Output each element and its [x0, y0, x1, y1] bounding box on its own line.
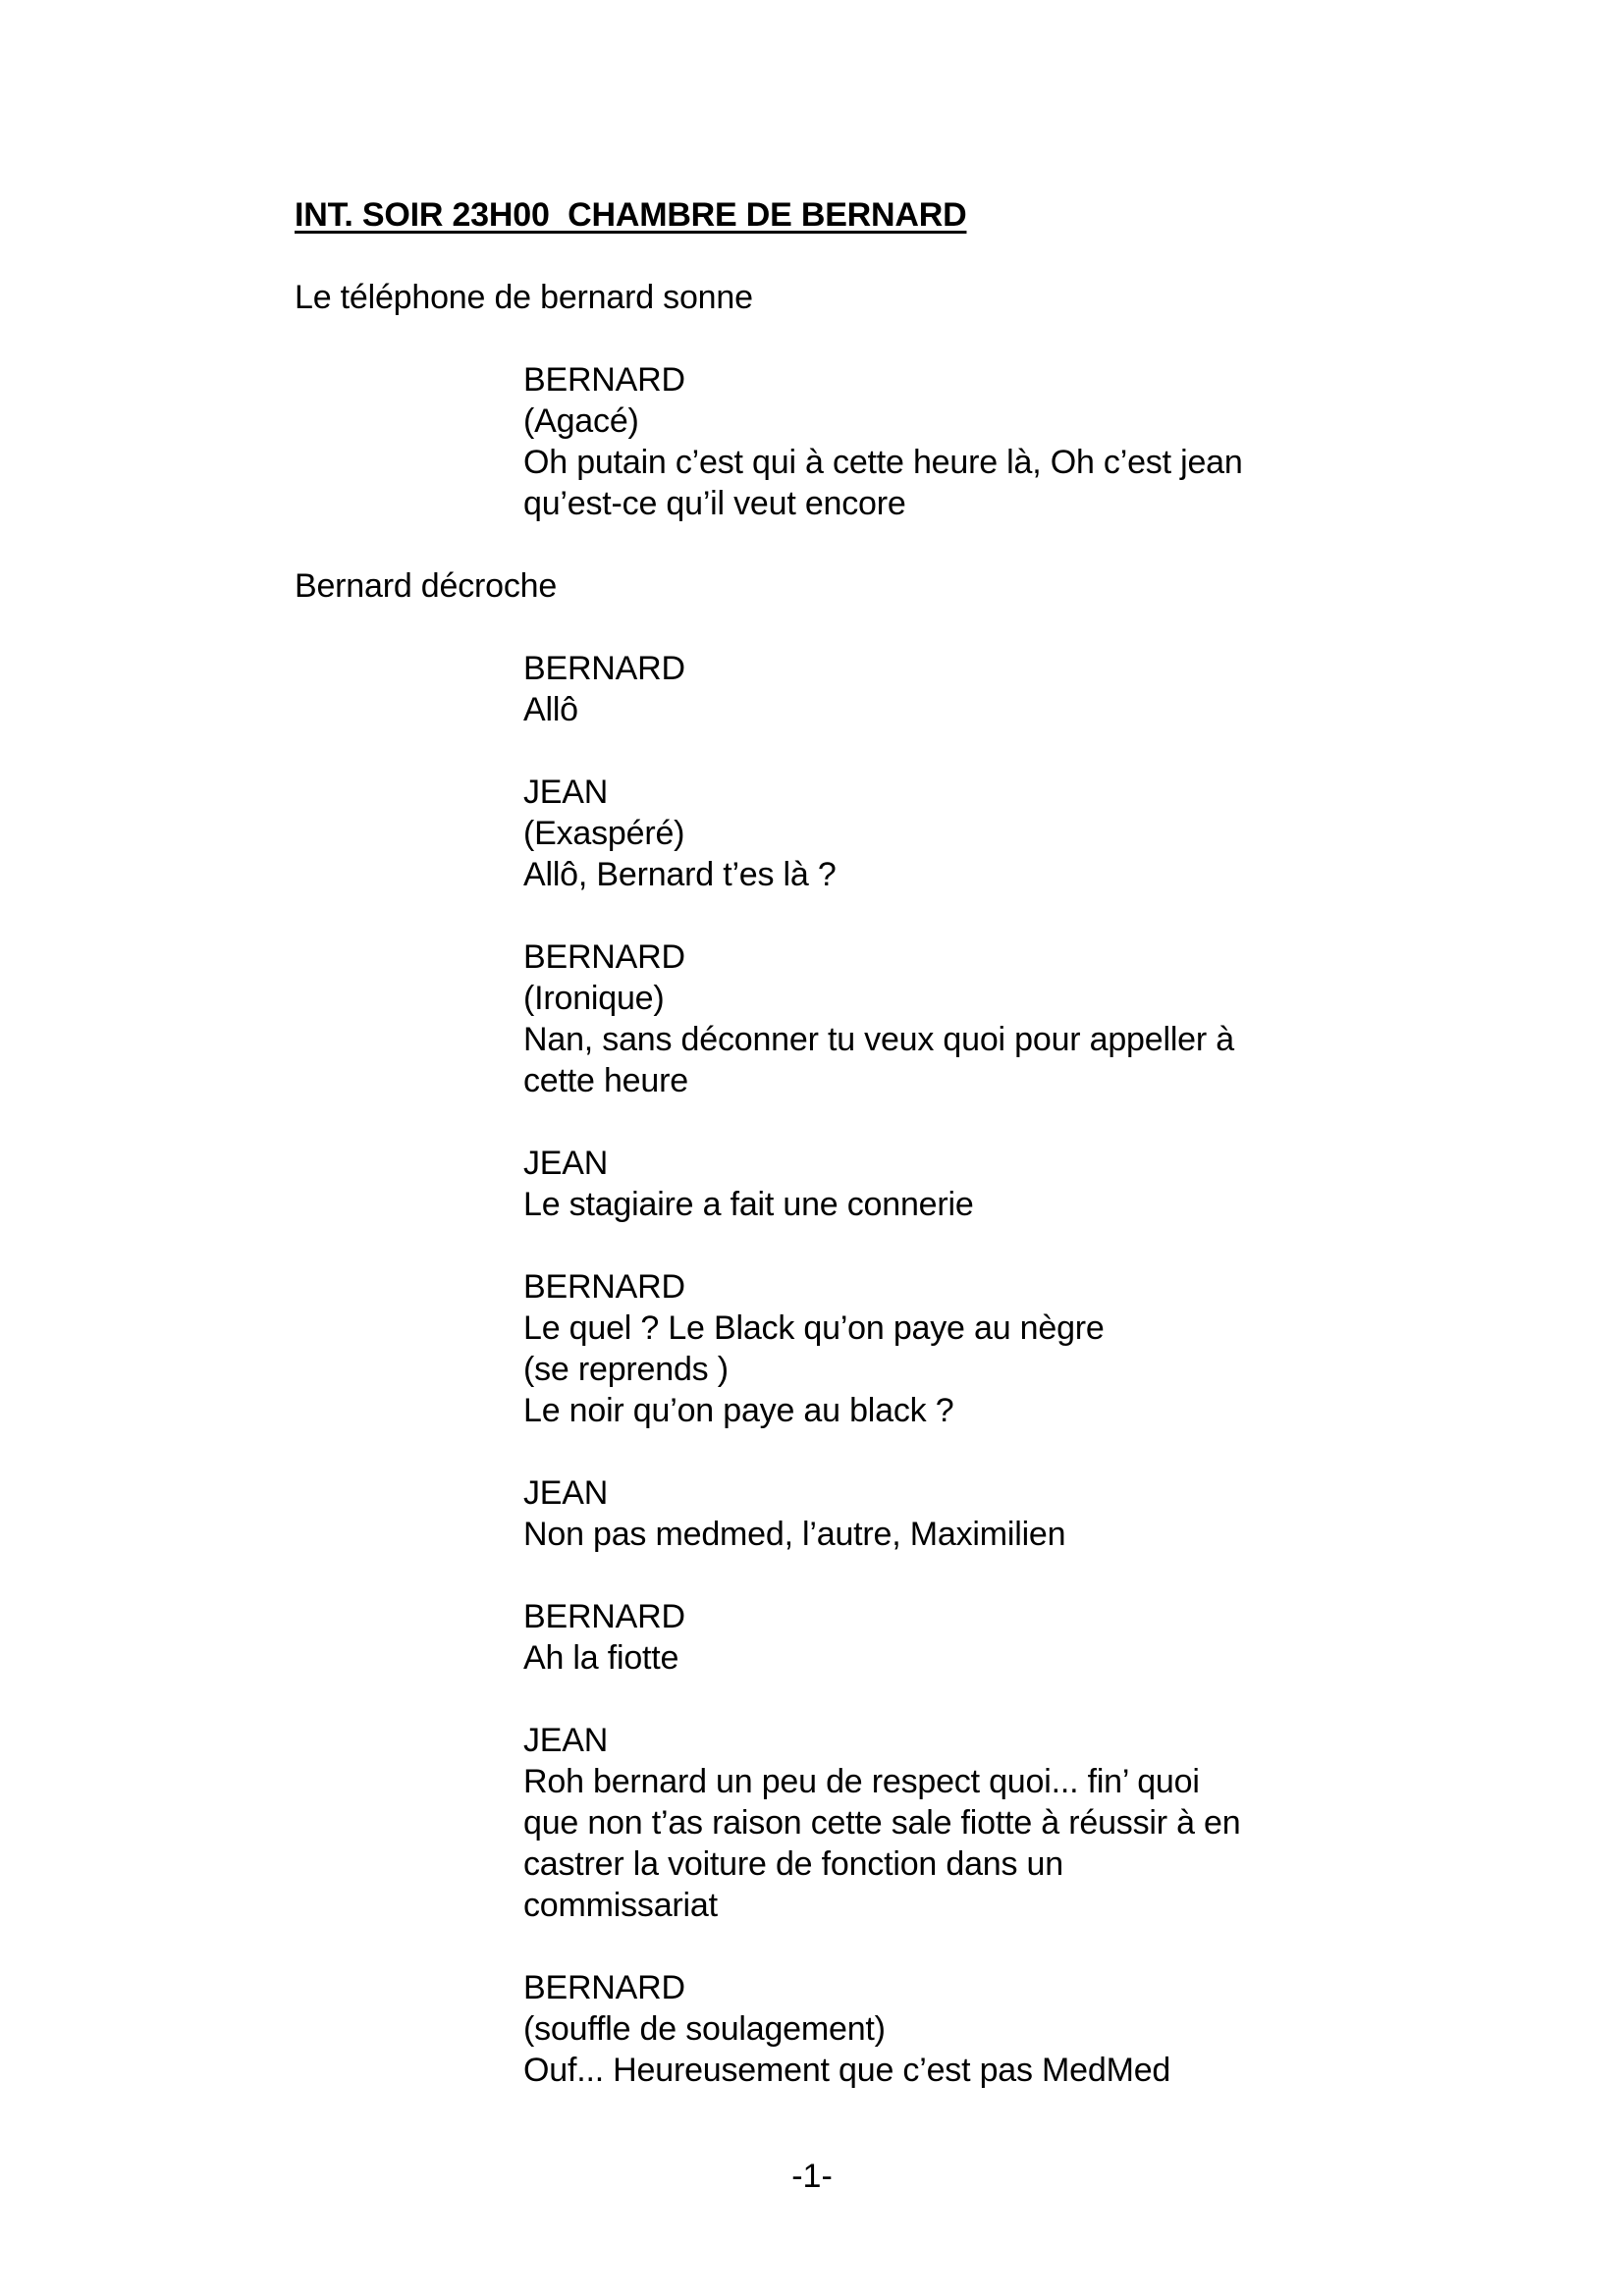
parenthetical-line: (se reprends ) — [523, 1351, 729, 1388]
dialogue-block — [523, 772, 1506, 895]
character-cue: BERNARD — [523, 650, 685, 687]
action-block — [295, 565, 1506, 607]
dialogue-block — [523, 359, 1506, 524]
parenthetical-line: (Ironique) — [523, 980, 665, 1017]
action-line: Bernard décroche — [295, 567, 558, 605]
parenthetical-line: (Agacé) — [523, 402, 639, 440]
scene-heading: INT. SOIR 23H00 CHAMBRE DE BERNARD — [295, 196, 967, 234]
dialogue-block — [523, 1472, 1506, 1555]
dialogue-line: commissariat — [523, 1887, 718, 1924]
action-line: Le téléphone de bernard sonne — [295, 279, 753, 316]
dialogue-block — [523, 1720, 1506, 1926]
character-cue: BERNARD — [523, 361, 685, 399]
dialogue-block — [523, 1967, 1506, 2091]
page-number: -1- — [791, 2158, 833, 2195]
character-cue: BERNARD — [523, 1268, 685, 1306]
character-cue: BERNARD — [523, 938, 685, 976]
character-cue: BERNARD — [523, 1598, 685, 1635]
dialogue-line: Non pas medmed, l’autre, Maximilien — [523, 1516, 1066, 1553]
dialogue-block — [523, 936, 1506, 1101]
parenthetical-line: (Exaspéré) — [523, 815, 685, 852]
dialogue-line: Le noir qu’on paye au black ? — [523, 1392, 954, 1429]
dialogue-block — [523, 648, 1506, 730]
dialogue-line: Le stagiaire a fait une connerie — [523, 1186, 974, 1223]
dialogue-line: qu’est-ce qu’il veut encore — [523, 485, 906, 522]
dialogue-line: Le quel ? Le Black qu’on paye au nègre — [523, 1309, 1105, 1347]
dialogue-line: castrer la voiture de fonction dans un — [523, 1845, 1063, 1883]
dialogue-line: Ah la fiotte — [523, 1639, 679, 1677]
character-cue: BERNARD — [523, 1969, 685, 2006]
parenthetical-line: (souffle de soulagement) — [523, 2010, 886, 2048]
dialogue-block — [523, 1596, 1506, 1679]
dialogue-line: que non t’as raison cette sale fiotte à réussir à en — [523, 1804, 1241, 1842]
action-block — [295, 277, 1506, 318]
dialogue-block — [523, 1266, 1506, 1431]
dialogue-line: cette heure — [523, 1062, 688, 1099]
dialogue-line: Roh bernard un peu de respect quoi... fin’ quoi — [523, 1763, 1200, 1800]
character-cue: JEAN — [523, 1474, 609, 1512]
character-cue: JEAN — [523, 1722, 609, 1759]
dialogue-line: Allô, Bernard t’es là ? — [523, 856, 837, 893]
dialogue-line: Ouf... Heureusement que c’est pas MedMed — [523, 2052, 1171, 2089]
character-cue: JEAN — [523, 774, 609, 811]
script-body — [295, 277, 1506, 2091]
character-cue: JEAN — [523, 1145, 609, 1182]
dialogue-line: Oh putain c’est qui à cette heure là, Oh c’est jean — [523, 444, 1243, 481]
dialogue-block — [523, 1143, 1506, 1225]
dialogue-line: Allô — [523, 691, 578, 728]
dialogue-line: Nan, sans déconner tu veux quoi pour appeller à — [523, 1021, 1234, 1058]
